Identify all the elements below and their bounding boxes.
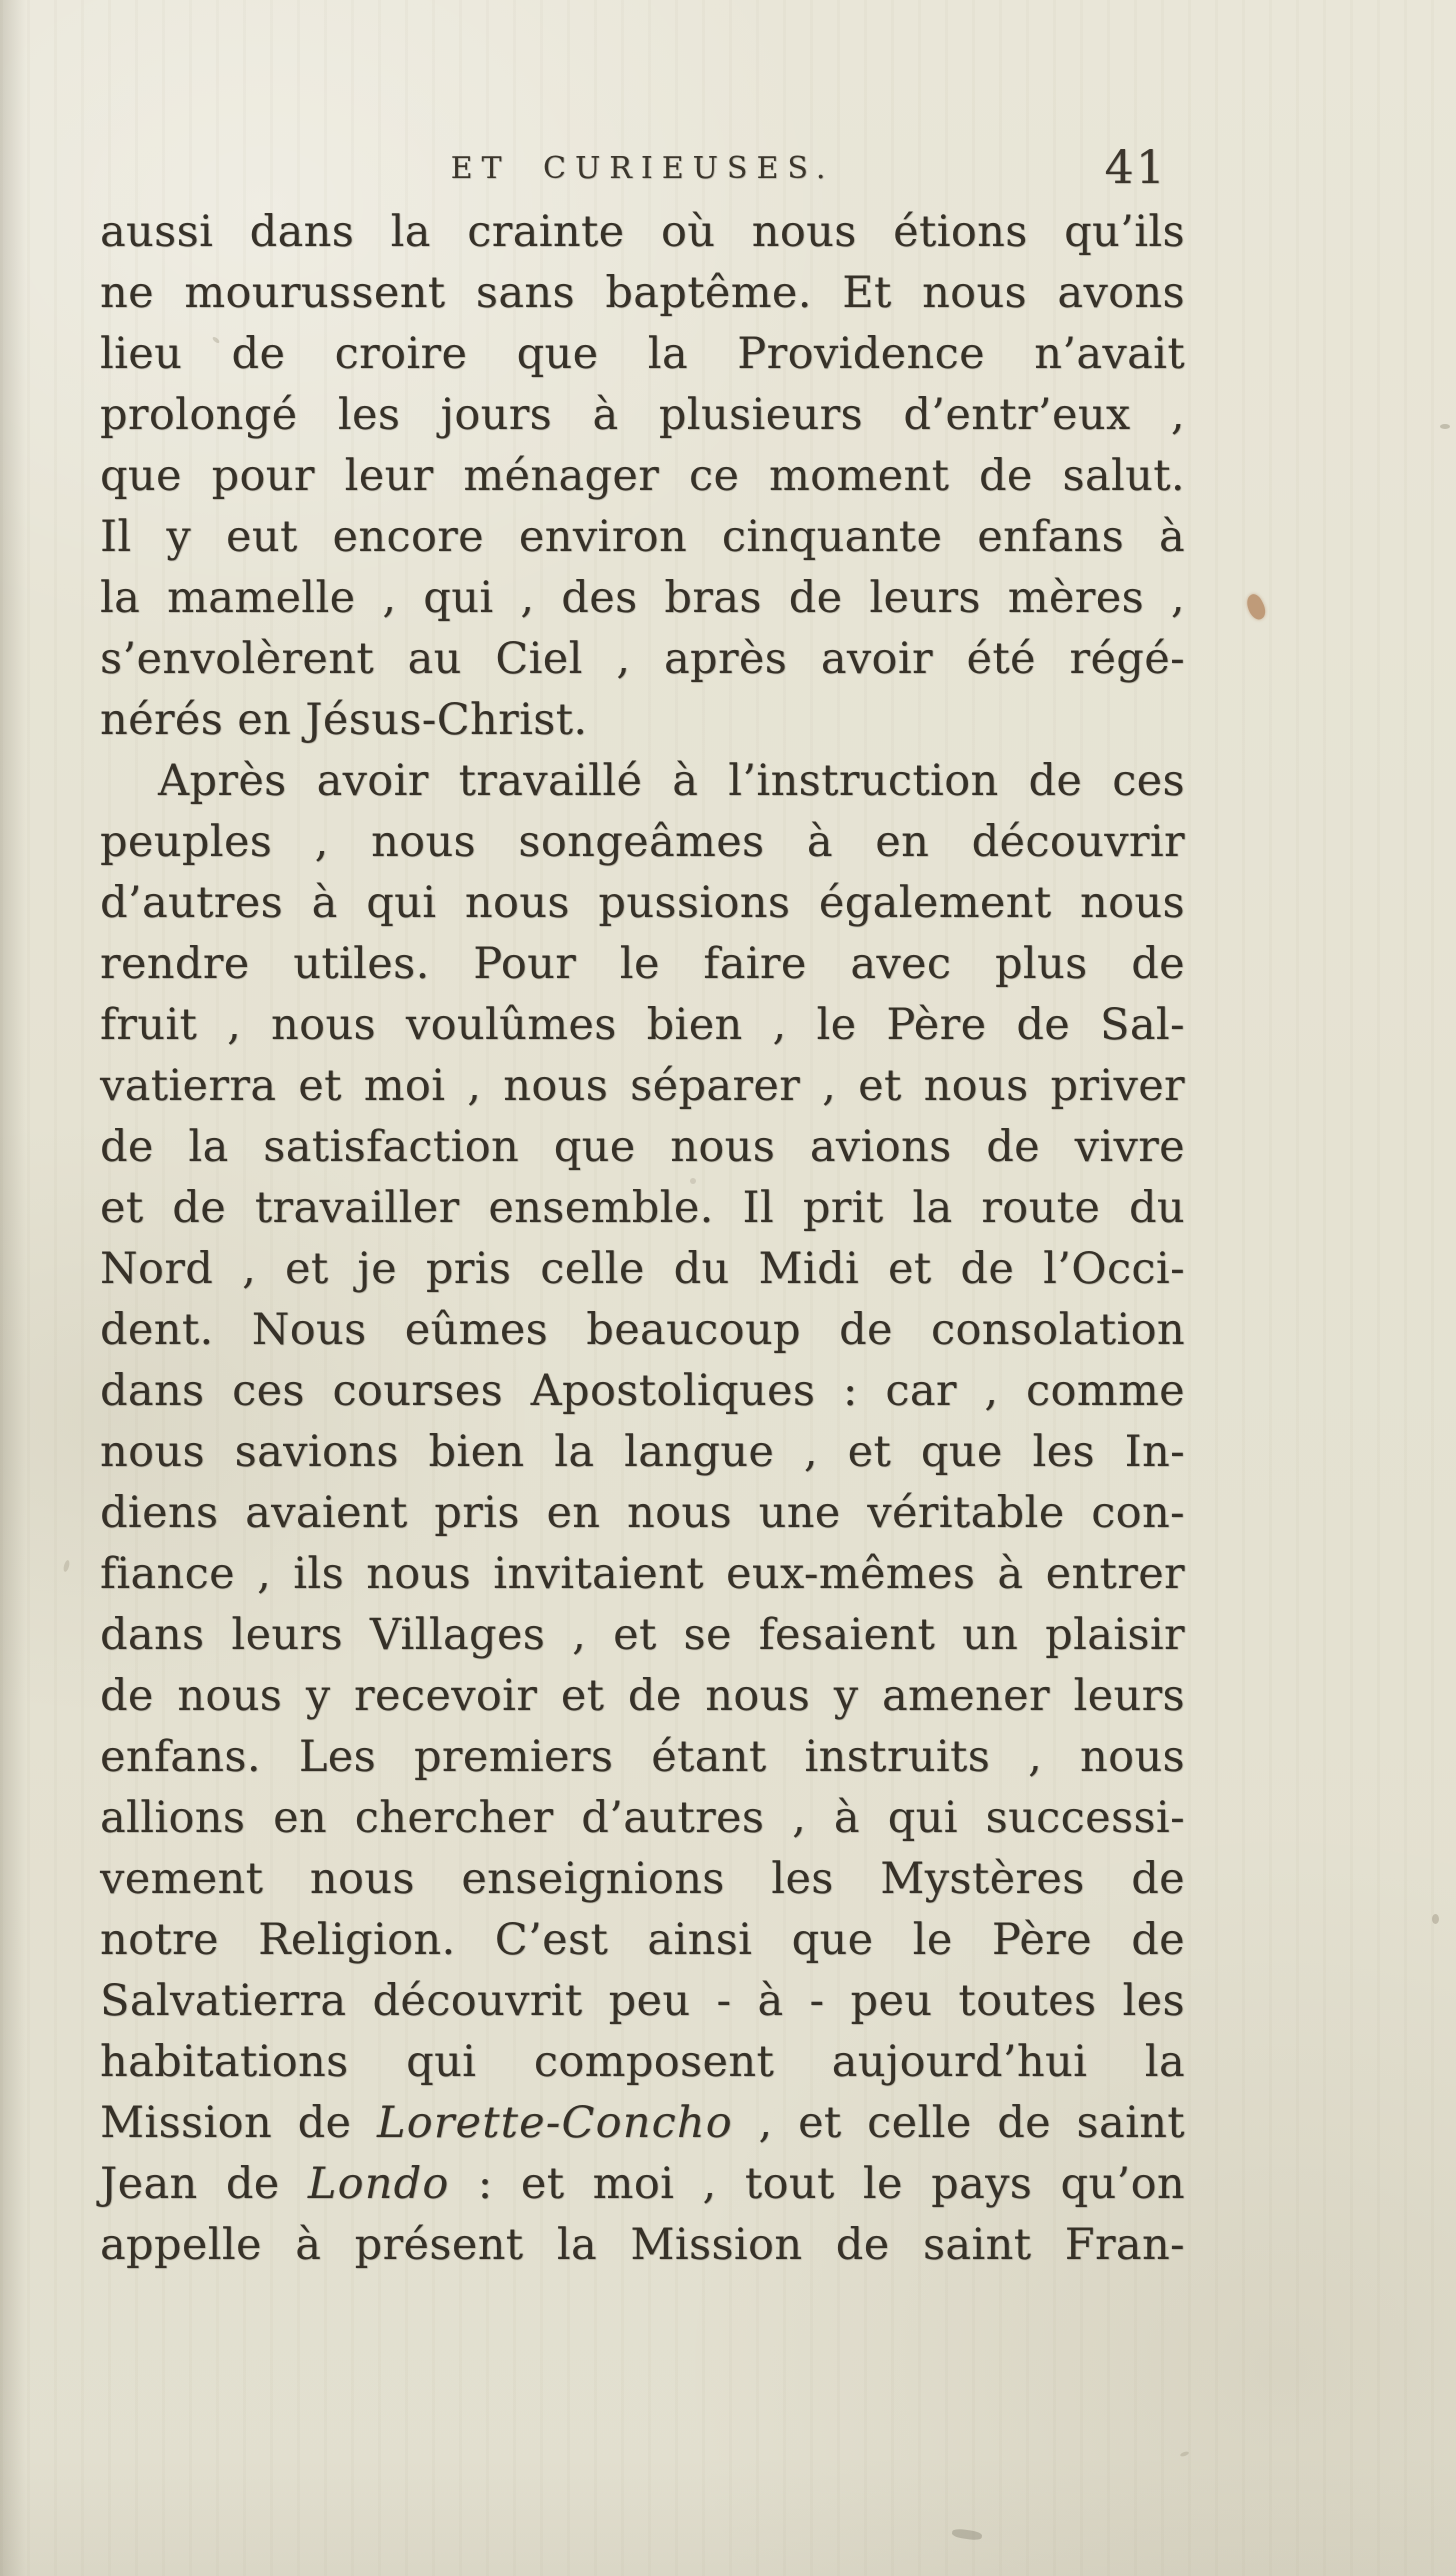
text-segment: Mission de: [100, 2098, 377, 2148]
page-header: [100, 138, 1185, 200]
text-line: [100, 324, 1185, 385]
text-line: [100, 446, 1185, 507]
text-segment: rendre utiles. Pour le faire avec plus de: [100, 939, 1185, 989]
italic-text-segment: Lorette-Concho: [376, 2098, 733, 2148]
text-line: [100, 751, 1185, 812]
text-line: [100, 263, 1185, 324]
text-segment: nous savions bien la langue , et que les In-: [100, 1427, 1185, 1477]
text-line: [100, 1300, 1185, 1361]
text-segment: ne mourussent sans baptême. Et nous avons: [100, 268, 1185, 318]
running-title: ET CURIEUSES.: [450, 151, 835, 186]
text-segment: d’autres à qui nous pussions également nous: [100, 878, 1185, 928]
text-line: [100, 1361, 1185, 1422]
text-line: [100, 2093, 1185, 2154]
text-segment: habitations qui composent aujourd’hui la: [100, 2037, 1185, 2087]
text-line: [100, 2154, 1185, 2215]
text-segment: de nous y recevoir et de nous y amener leurs: [100, 1671, 1185, 1721]
text-segment: Salvatierra découvrit peu - à - peu toutes les: [100, 1976, 1185, 2026]
text-segment: nérés en Jésus-Christ.: [100, 695, 588, 745]
text-segment: diens avaient pris en nous une véritable con-: [100, 1488, 1185, 1538]
text-line: [100, 1056, 1185, 1117]
text-segment: allions en chercher d’autres , à qui successi-: [100, 1793, 1185, 1843]
text-segment: vatierra et moi , nous séparer , et nous priver: [100, 1061, 1185, 1111]
text-line: [100, 1422, 1185, 1483]
text-segment: vement nous enseignions les Mystères de: [100, 1854, 1185, 1904]
text-segment: peuples , nous songeâmes à en découvrir: [100, 817, 1185, 867]
text-segment: Après avoir travaillé à l’instruction de ces: [158, 756, 1185, 806]
text-line: [100, 568, 1185, 629]
text-line: [100, 873, 1185, 934]
text-line: [100, 1727, 1185, 1788]
paper-speck: [1180, 2451, 1190, 2458]
text-segment: : et moi , tout le pays qu’on: [449, 2159, 1186, 2209]
text-line: [100, 202, 1185, 263]
text-line: [100, 1178, 1185, 1239]
text-line: [100, 2032, 1185, 2093]
italic-text-segment: Londo: [307, 2159, 450, 2209]
text-line: [100, 1544, 1185, 1605]
text-segment: et de travailler ensemble. Il prit la route du: [100, 1183, 1185, 1233]
text-segment: lieu de croire que la Providence n’avait: [100, 329, 1185, 379]
text-segment: enfans. Les premiers étant instruits , nous: [100, 1732, 1185, 1782]
text-line: [100, 690, 1185, 751]
text-line: [100, 1788, 1185, 1849]
paper-speck: [952, 2528, 983, 2541]
text-segment: , et celle de saint: [732, 2098, 1185, 2148]
text-segment: prolongé les jours à plusieurs d’entr’eux ,: [100, 390, 1185, 440]
text-segment: que pour leur ménager ce moment de salut.: [100, 451, 1185, 501]
paper-speck: [63, 1560, 71, 1573]
text-segment: Nord , et je pris celle du Midi et de l’Occi-: [100, 1244, 1185, 1294]
text-line: [100, 1971, 1185, 2032]
text-line: [100, 385, 1185, 446]
text-segment: appelle à présent la Mission de saint Fran-: [100, 2220, 1185, 2270]
text-segment: s’envolèrent au Ciel , après avoir été régé-: [100, 634, 1185, 684]
text-line: [100, 934, 1185, 995]
text-segment: de la satisfaction que nous avions de vivre: [100, 1122, 1185, 1172]
paper-speck: [1432, 1914, 1439, 1924]
text-line: [100, 1239, 1185, 1300]
body-text: [100, 202, 1185, 2276]
text-segment: aussi dans la crainte où nous étions qu’ils: [100, 207, 1185, 257]
text-line: [100, 1910, 1185, 1971]
text-line: [100, 507, 1185, 568]
text-line: [100, 629, 1185, 690]
text-segment: dans leurs Villages , et se fesaient un plaisir: [100, 1610, 1185, 1660]
text-line: [100, 1117, 1185, 1178]
text-line: [100, 1605, 1185, 1666]
page-number: 41: [1104, 140, 1167, 194]
text-segment: fruit , nous voulûmes bien , le Père de Sal-: [100, 1000, 1185, 1050]
text-segment: la mamelle , qui , des bras de leurs mères ,: [100, 573, 1185, 623]
text-line: [100, 1849, 1185, 1910]
text-segment: Jean de: [100, 2159, 308, 2209]
text-line: [100, 995, 1185, 1056]
text-segment: dent. Nous eûmes beaucoup de consolation: [100, 1305, 1185, 1355]
text-segment: dans ces courses Apostoliques : car , comme: [100, 1366, 1185, 1416]
text-line: [100, 2215, 1185, 2276]
text-line: [100, 812, 1185, 873]
text-segment: fiance , ils nous invitaient eux-mêmes à entrer: [100, 1549, 1185, 1599]
paper-speck: [1440, 424, 1450, 429]
text-segment: notre Religion. C’est ainsi que le Père de: [100, 1915, 1185, 1965]
text-line: [100, 1666, 1185, 1727]
text-segment: Il y eut encore environ cinquante enfans à: [100, 512, 1185, 562]
rust-mark: [1243, 592, 1269, 622]
text-line: [100, 1483, 1185, 1544]
